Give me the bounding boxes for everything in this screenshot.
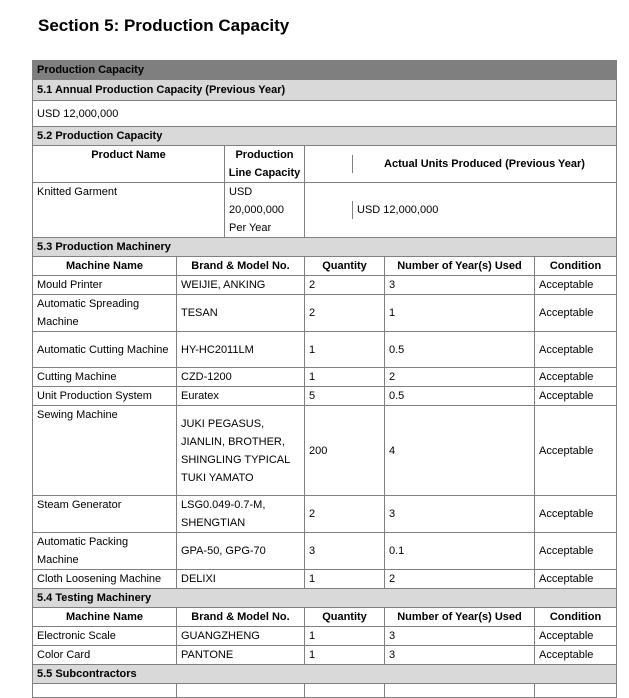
- condition-cell: Acceptable: [535, 646, 617, 665]
- brand-model-cell: CZD-1200: [177, 368, 305, 387]
- machine-name-cell: Electronic Scale: [33, 627, 177, 646]
- machine-name-cell: Automatic Spreading Machine: [33, 295, 177, 332]
- annual-capacity-label: 5.1 Annual Production Capacity (Previous Year): [33, 80, 617, 101]
- capacity-col-actual-units: Actual Units Produced (Previous Year): [384, 158, 585, 170]
- years-used-cell: 1: [385, 295, 535, 332]
- machine-name-cell: Unit Production System: [33, 387, 177, 406]
- condition-cell: Acceptable: [535, 533, 617, 570]
- annual-capacity-header-row: [33, 80, 617, 101]
- table-row: [33, 332, 617, 368]
- quantity-cell: 3: [305, 533, 385, 570]
- table-row: [33, 406, 617, 496]
- annual-capacity-value: USD 12,000,000: [33, 101, 617, 127]
- condition-cell: Acceptable: [535, 387, 617, 406]
- capacity-column-headers: [33, 146, 617, 183]
- condition-cell: Acceptable: [535, 570, 617, 589]
- subcontractors-label: 5.5 Subcontractors: [33, 665, 617, 684]
- machinery-col-machine-name: Machine Name: [33, 257, 177, 276]
- machine-name-cell: Automatic Cutting Machine: [33, 332, 177, 368]
- years-used-cell: 3: [385, 627, 535, 646]
- quantity-cell: 1: [305, 627, 385, 646]
- machinery-label: 5.3 Production Machinery: [33, 238, 617, 257]
- machinery-col-quantity: Quantity: [305, 257, 385, 276]
- brand-model-cell: GUANGZHENG: [177, 627, 305, 646]
- testing-header-row: [33, 589, 617, 608]
- table-row: [33, 533, 617, 570]
- years-used-cell: 0.5: [385, 387, 535, 406]
- years-used-cell: 3: [385, 276, 535, 295]
- condition-cell: Acceptable: [535, 276, 617, 295]
- page-title: Section 5: Production Capacity: [38, 16, 290, 35]
- machine-name-cell: Color Card: [33, 646, 177, 665]
- subcontractors-cut-row: [33, 684, 617, 698]
- machinery-header-row: [33, 238, 617, 257]
- brand-model-cell: TESAN: [177, 295, 305, 332]
- machine-name-cell: Steam Generator: [33, 496, 177, 533]
- production-capacity-table: [32, 60, 617, 698]
- brand-model-cell: LSG0.049-0.7-M, SHENGTIAN: [177, 496, 305, 533]
- machine-name-cell: Automatic Packing Machine: [33, 533, 177, 570]
- table-row: [33, 276, 617, 295]
- quantity-cell: 2: [305, 295, 385, 332]
- annual-capacity-value-row: [33, 101, 617, 127]
- table-row: [33, 368, 617, 387]
- years-used-cell: 0.1: [385, 533, 535, 570]
- testing-col-machine-name: Machine Name: [33, 608, 177, 627]
- capacity-row: [33, 183, 617, 238]
- quantity-cell: 5: [305, 387, 385, 406]
- quantity-cell: 2: [305, 276, 385, 295]
- section-header: Production Capacity: [33, 61, 617, 80]
- condition-cell: Acceptable: [535, 295, 617, 332]
- quantity-cell: 1: [305, 332, 385, 368]
- capacity-cell-product: Knitted Garment: [33, 183, 225, 237]
- capacity-label: 5.2 Production Capacity: [33, 127, 617, 146]
- table-row: [33, 387, 617, 406]
- machine-name-cell: Cloth Loosening Machine: [33, 570, 177, 589]
- years-used-cell: 0.5: [385, 332, 535, 368]
- testing-label: 5.4 Testing Machinery: [33, 589, 617, 608]
- brand-model-cell: Euratex: [177, 387, 305, 406]
- quantity-cell: 200: [305, 406, 385, 496]
- quantity-cell: 1: [305, 570, 385, 589]
- testing-column-headers: [33, 608, 617, 627]
- machinery-col-brand-model: Brand & Model No.: [177, 257, 305, 276]
- section-header-row: [33, 61, 617, 80]
- condition-cell: Acceptable: [535, 368, 617, 387]
- years-used-cell: 2: [385, 368, 535, 387]
- table-row: [33, 627, 617, 646]
- table-row: [33, 646, 617, 665]
- machine-name-cell: Sewing Machine: [33, 406, 177, 496]
- years-used-cell: 3: [385, 496, 535, 533]
- condition-cell: Acceptable: [535, 627, 617, 646]
- machinery-col-condition: Condition: [535, 257, 617, 276]
- testing-col-brand-model: Brand & Model No.: [177, 608, 305, 627]
- testing-col-condition: Condition: [535, 608, 617, 627]
- subcontractors-header-row: [33, 665, 617, 684]
- testing-col-years-used: Number of Year(s) Used: [385, 608, 535, 627]
- years-used-cell: 2: [385, 570, 535, 589]
- brand-model-cell: HY-HC2011LM: [177, 332, 305, 368]
- quantity-cell: 1: [305, 646, 385, 665]
- brand-model-cell: JUKI PEGASUS, JIANLIN, BROTHER, SHINGLING TYPICAL TUKI YAMATO: [177, 406, 305, 496]
- machine-name-cell: Cutting Machine: [33, 368, 177, 387]
- table-row: [33, 570, 617, 589]
- condition-cell: Acceptable: [535, 406, 617, 496]
- capacity-cell-line-capacity: USD 20,000,000 Per Year: [229, 186, 285, 234]
- capacity-col-product-name: Product Name: [33, 146, 225, 182]
- capacity-col-line-capacity: Production Line Capacity: [228, 149, 301, 179]
- quantity-cell: 2: [305, 496, 385, 533]
- capacity-cell-actual-units: USD 12,000,000: [357, 204, 439, 216]
- machinery-column-headers: [33, 257, 617, 276]
- condition-cell: Acceptable: [535, 332, 617, 368]
- condition-cell: Acceptable: [535, 496, 617, 533]
- table-row: [33, 295, 617, 332]
- machine-name-cell: Mould Printer: [33, 276, 177, 295]
- machinery-col-years-used: Number of Year(s) Used: [385, 257, 535, 276]
- quantity-cell: 1: [305, 368, 385, 387]
- brand-model-cell: WEIJIE, ANKING: [177, 276, 305, 295]
- years-used-cell: 4: [385, 406, 535, 496]
- brand-model-cell: PANTONE: [177, 646, 305, 665]
- testing-col-quantity: Quantity: [305, 608, 385, 627]
- capacity-header-row: [33, 127, 617, 146]
- brand-model-cell: DELIXI: [177, 570, 305, 589]
- brand-model-cell: GPA-50, GPG-70: [177, 533, 305, 570]
- table-row: [33, 496, 617, 533]
- years-used-cell: 3: [385, 646, 535, 665]
